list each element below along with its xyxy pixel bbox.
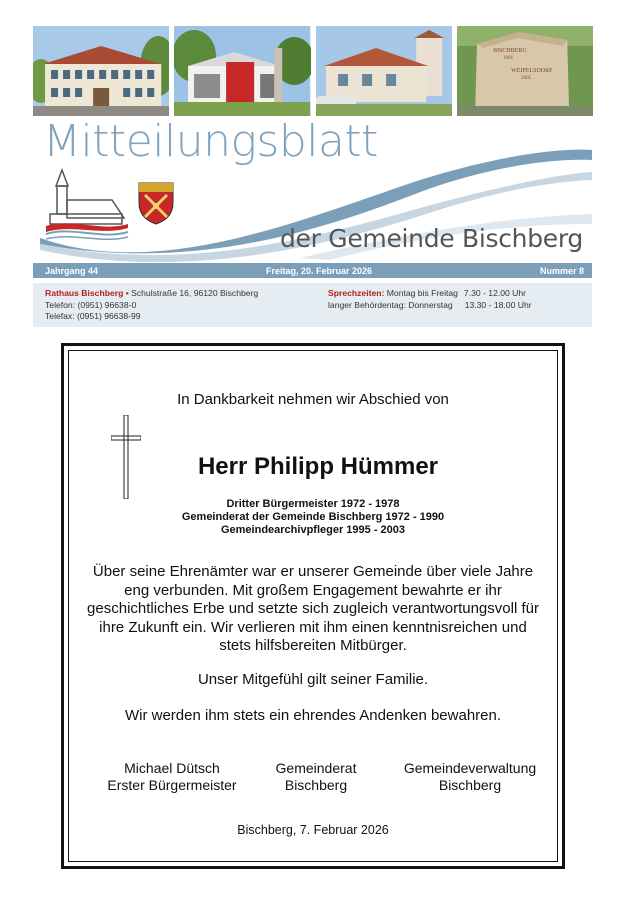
signature-mayor (97, 760, 247, 793)
tribute-text (69, 563, 557, 656)
obituary-notice (61, 343, 565, 869)
townhall-name: Rathaus Bischberg (45, 288, 124, 298)
townhall-phone: Telefon: (0951) 96638-0 (45, 299, 137, 310)
signature-line: Michael Dütsch (124, 760, 220, 776)
tribute-line: eng verbunden. Mit großem Engagement bewahrte er ihr (124, 581, 502, 599)
long-day-label: langer Behördentag: Donnerstag (328, 299, 453, 310)
stone-text-4: 2005 (520, 76, 531, 81)
coat-of-arms-icon (137, 181, 175, 225)
tribute-line: stets hilfsbereiten Mitbürger. (219, 637, 407, 654)
issue-date: Freitag, 20. Februar 2026 (265, 265, 373, 276)
notice-dateline: Bischberg, 7. Februar 2026 (237, 823, 389, 837)
photo-town-hall (33, 26, 169, 116)
tribute-line: geschichtliches Erbe und setzte sich zugleich verantwortungsvoll für (87, 600, 539, 617)
church-logo-icon (42, 166, 130, 244)
hours-label: Sprechzeiten: (328, 288, 385, 298)
deceased-roles (69, 498, 557, 537)
deceased-name: Herr Philipp Hümmer (197, 453, 439, 480)
memory-line: Wir werden ihm stets ein ehrendes Andenken bewahren. (124, 707, 502, 724)
role-line: Dritter Bürgermeister 1972 - 1978 (226, 498, 400, 510)
signature-line: Gemeinderat (275, 760, 357, 776)
stone-text-3: WEIPELSDORF (510, 68, 553, 74)
role-line: Gemeinderat der Gemeinde Bischberg 1972 - 1990 (181, 511, 445, 523)
obituary-inner-frame (68, 350, 558, 862)
tribute-line: Über seine Ehrenämter war er unserer Gemeinde über viele Jahre (92, 563, 534, 580)
issue-number: Nummer 8 (539, 265, 584, 276)
stone-text-2: 1001 (502, 56, 513, 61)
tribute-line: ihre Zukunft ein. Wir verlieren mit ihm einen kenntnisreichen und (99, 618, 527, 636)
photo-fire-station (174, 26, 310, 116)
signature-administration (390, 760, 550, 793)
contact-bullet: • (125, 288, 129, 298)
notice-intro: In Dankbarkeit nehmen wir Abschied von (177, 391, 449, 408)
photo-memorial-stone (457, 26, 593, 116)
photo-community-house (316, 26, 452, 116)
townhall-address: Schulstraße 16, 96120 Bischberg (131, 288, 259, 298)
townhall-fax: Telefax: (0951) 96638-99 (45, 311, 141, 321)
condolence-line: Unser Mitgefühl gilt seiner Familie. (197, 671, 429, 688)
signature-line: Bischberg (284, 776, 348, 793)
signature-council (256, 760, 376, 793)
masthead-photo-strip (33, 26, 593, 116)
stone-text-1: BISCHBERG (492, 48, 527, 54)
masthead-title: Mitteilungsblatt (43, 116, 378, 167)
issue-info-bar (33, 263, 592, 278)
hours-time: 7.30 - 12.00 Uhr (463, 288, 527, 298)
role-line: Gemeindearchivpfleger 1995 - 2003 (220, 524, 406, 536)
masthead-subtitle: der Gemeinde Bischberg (279, 224, 583, 253)
signature-line: Gemeindeverwaltung (403, 760, 537, 776)
contact-block (33, 283, 592, 327)
hours-days: Montag bis Freitag (386, 288, 458, 298)
long-day-time: 13.30 - 18.00 Uhr (464, 299, 532, 310)
signature-line: Erster Bürgermeister (107, 776, 237, 793)
signature-line: Bischberg (438, 776, 502, 793)
issue-volume: Jahrgang 44 (45, 265, 99, 276)
